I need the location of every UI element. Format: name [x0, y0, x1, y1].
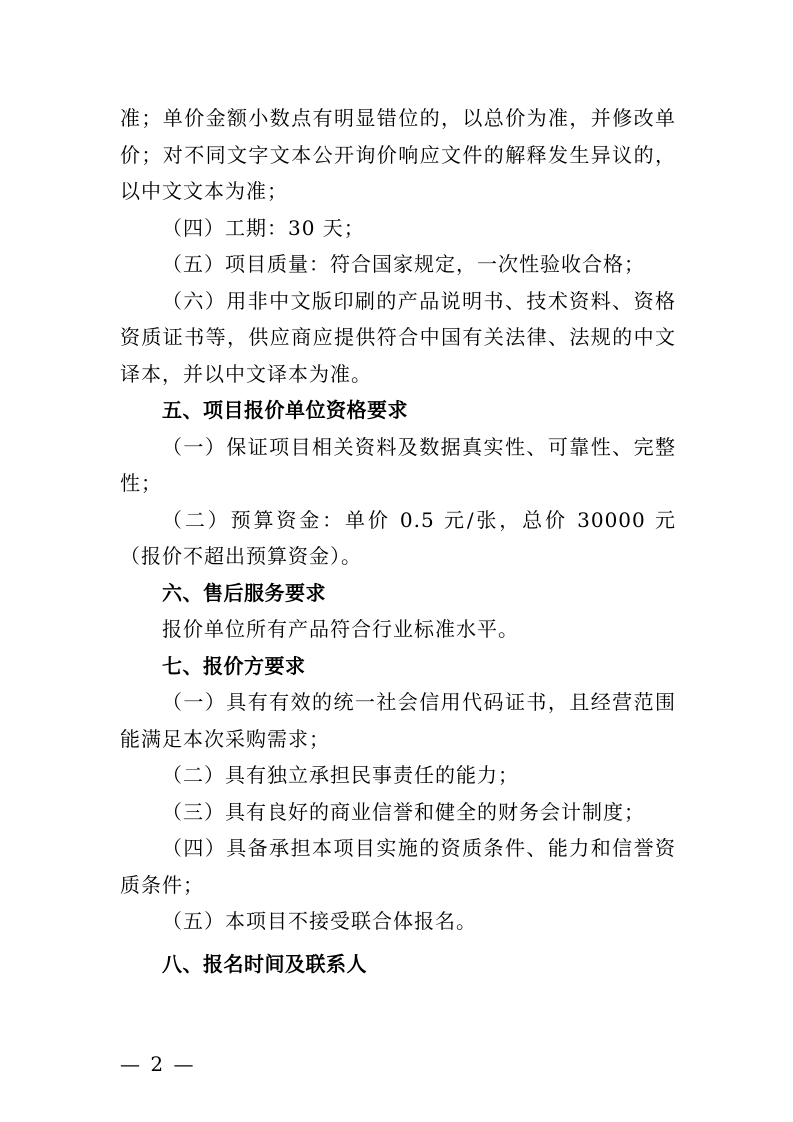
section-heading-7: 七、报价方要求 [162, 653, 306, 678]
paragraph-civil-liability: （二）具有独立承担民事责任的能力； [162, 763, 519, 787]
section-heading-8: 八、报名时间及联系人 [162, 951, 367, 976]
section-heading-6: 六、售后服务要求 [162, 580, 326, 605]
paragraph-qualification: （四）具备承担本项目实施的资质条件、能力和信誉资质条件； [120, 836, 676, 897]
section-heading-5: 五、项目报价单位资格要求 [162, 398, 408, 422]
paragraph-translation: （六）用非中文版印刷的产品说明书、技术资料、资格资质证书等，供应商应提供符合中国有关法律、法规的中文译本，并以中文译本为准。 [120, 288, 676, 386]
document-body [120, 100, 676, 982]
paragraph-quality: （五）项目质量：符合国家规定，一次性验收合格； [162, 252, 645, 276]
paragraph-no-consortium: （五）本项目不接受联合体报名。 [162, 909, 477, 933]
paragraph-authenticity: （一）保证项目相关资料及数据真实性、可靠性、完整性； [120, 434, 676, 495]
paragraph-duration: （四）工期：30 天； [162, 215, 365, 240]
page-number: — 2 — [120, 1052, 196, 1076]
paragraph-after-sales: 报价单位所有产品符合行业标准水平。 [162, 617, 519, 641]
paragraph-budget: （二）预算资金：单价 0.5 元/张，总价 30000 元（报价不超出预算资金）。 [120, 507, 676, 568]
paragraph-continuation: 准；单价金额小数点有明显错位的，以总价为准，并修改单价；对不同文字文本公开询价响应文件的解释发生异议的，以中文文本为准； [120, 106, 676, 203]
paragraph-credit-code: （一）具有有效的统一社会信用代码证书，且经营范围能满足本次采购需求； [120, 690, 676, 751]
paragraph-financial-system: （三）具有良好的商业信誉和健全的财务会计制度； [162, 799, 645, 824]
